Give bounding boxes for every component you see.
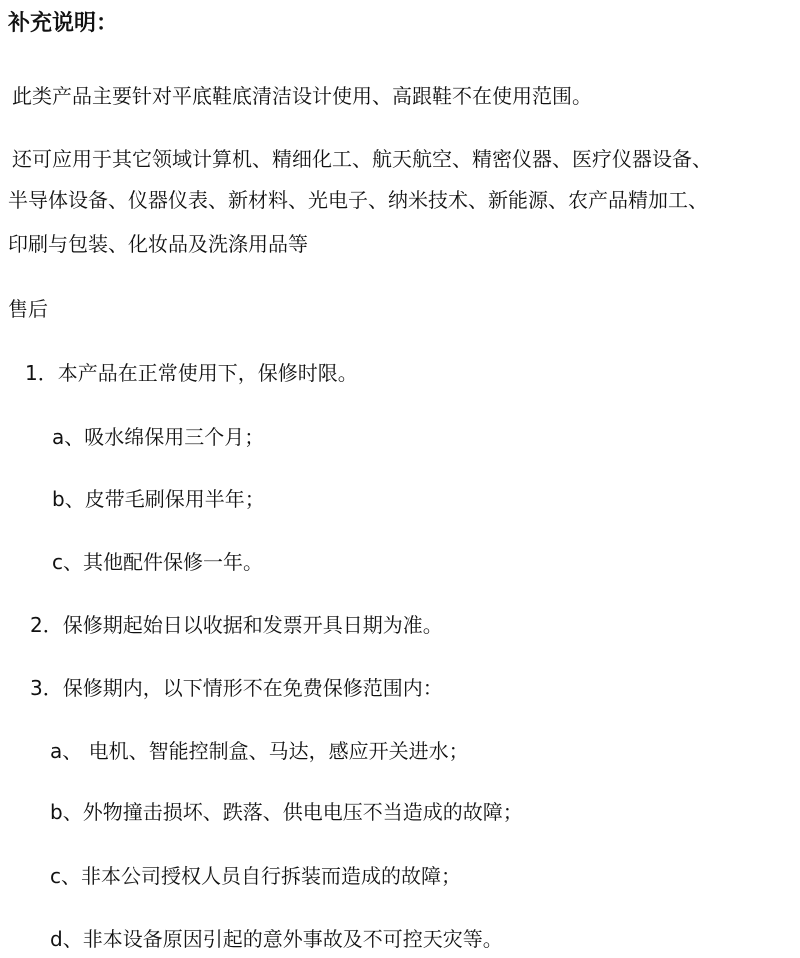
applications-line-3: 印刷与包装、化妆品及洗涤用品等 xyxy=(8,232,308,256)
intro-paragraph: 此类产品主要针对平底鞋底清洁设计使用、高跟鞋不在使用范围。 xyxy=(12,84,592,108)
list-subitem-3d: d、非本设备原因引起的意外事故及不可控天灾等。 xyxy=(50,927,503,951)
list-subitem-1c: c、其他配件保修一年。 xyxy=(52,550,263,574)
list-item-1: 1．本产品在正常使用下，保修时限。 xyxy=(25,361,358,385)
list-subitem-3b: b、外物撞击损坏、跌落、供电电压不当造成的故障； xyxy=(50,800,523,824)
list-item-3: 3．保修期内，以下情形不在免费保修范围内： xyxy=(30,676,443,700)
list-subitem-3c: c、非本公司授权人员自行拆装而造成的故障； xyxy=(50,864,461,888)
list-item-2: 2．保修期起始日以收据和发票开具日期为准。 xyxy=(30,613,443,637)
list-subitem-1b: b、皮带毛刷保用半年； xyxy=(52,487,265,511)
applications-line-2: 半导体设备、仪器仪表、新材料、光电子、纳米技术、新能源、农产品精加工、 xyxy=(8,188,708,212)
after-sales-heading: 售后 xyxy=(8,297,48,321)
list-subitem-3a: a、 电机、智能控制盒、马达，感应开关进水； xyxy=(50,739,469,763)
applications-line-1: 还可应用于其它领域计算机、精细化工、航天航空、精密仪器、医疗仪器设备、 xyxy=(12,147,712,171)
list-subitem-1a: a、吸水绵保用三个月； xyxy=(52,425,265,449)
page-title: 补充说明： xyxy=(8,11,119,36)
